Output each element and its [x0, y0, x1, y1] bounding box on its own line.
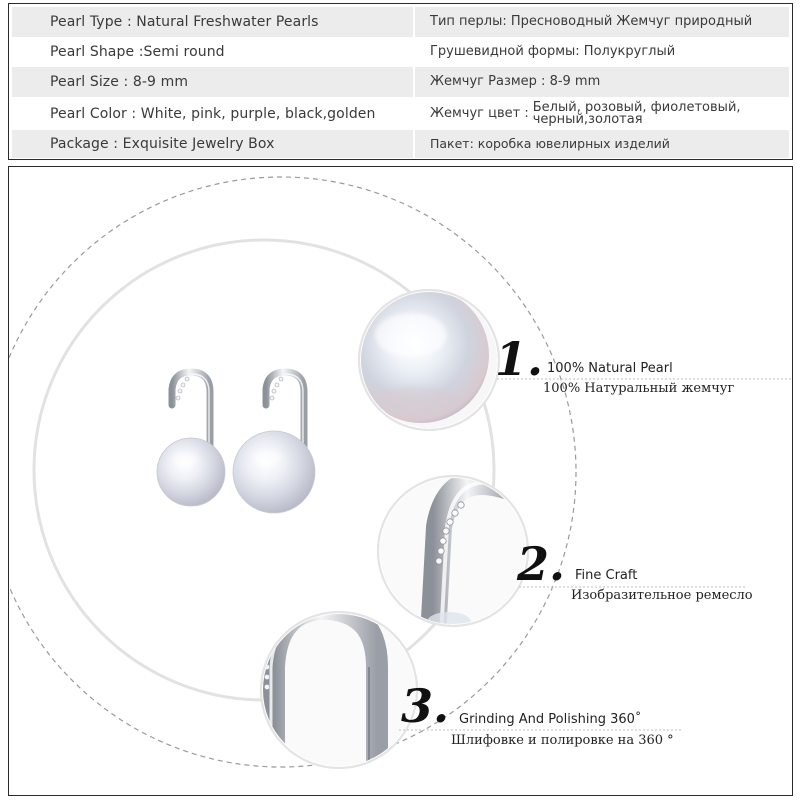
feature-panel	[8, 166, 793, 796]
spec-package-en: Package : Exquisite Jewelry Box	[12, 130, 413, 158]
spec-size-en: Pearl Size : 8-9 mm	[12, 67, 413, 97]
spec-type-en: Pearl Type : Natural Freshwater Pearls	[12, 7, 413, 37]
feature-3-number: 3.	[401, 679, 450, 733]
spec-shape-en: Pearl Shape :Semi round	[50, 44, 225, 60]
spec-color-ru-line1: Белый, розовый, фиолетовый,	[532, 99, 741, 115]
spec-color-ru	[415, 97, 789, 130]
spec-package-ru: Пакет: коробка ювелирных изделий	[415, 130, 789, 158]
spec-row-size	[12, 67, 789, 97]
spec-color-ru-label: Жемчуг цвет :	[430, 105, 529, 121]
feature-1-number: 1.	[495, 332, 544, 386]
spec-shape-ru: Грушевидной формы: Полукруглый	[430, 44, 676, 59]
spec-table	[8, 3, 793, 160]
feature-1-title-ru: 100% Натуральный жемчуг	[543, 381, 735, 396]
spec-type-ru: Тип перлы: Пресноводный Жемчуг природный	[415, 7, 789, 37]
spec-row-package	[12, 130, 789, 158]
spec-row-type	[12, 7, 789, 37]
feature-2-number: 2.	[517, 537, 566, 591]
spec-row-color	[12, 97, 789, 130]
spec-size-ru: Жемчуг Размер : 8-9 mm	[415, 67, 789, 97]
feature-3-title-ru: Шлифовке и полировке на 360 °	[451, 733, 674, 748]
feature-1-title-en: 100% Natural Pearl	[547, 361, 673, 376]
feature-3-title-en: Grinding And Polishing 360˚	[459, 712, 642, 727]
feature-2-title-en: Fine Craft	[575, 568, 638, 583]
spec-color-en: Pearl Color : White, pink, purple, black,golden	[50, 105, 376, 122]
feature-2-title-ru: Изобразительное ремесло	[571, 588, 753, 603]
spec-row-shape	[12, 37, 789, 67]
spec-color-ru-values	[532, 99, 741, 127]
spec-color-ru-line2: черный,золотая	[532, 111, 643, 127]
